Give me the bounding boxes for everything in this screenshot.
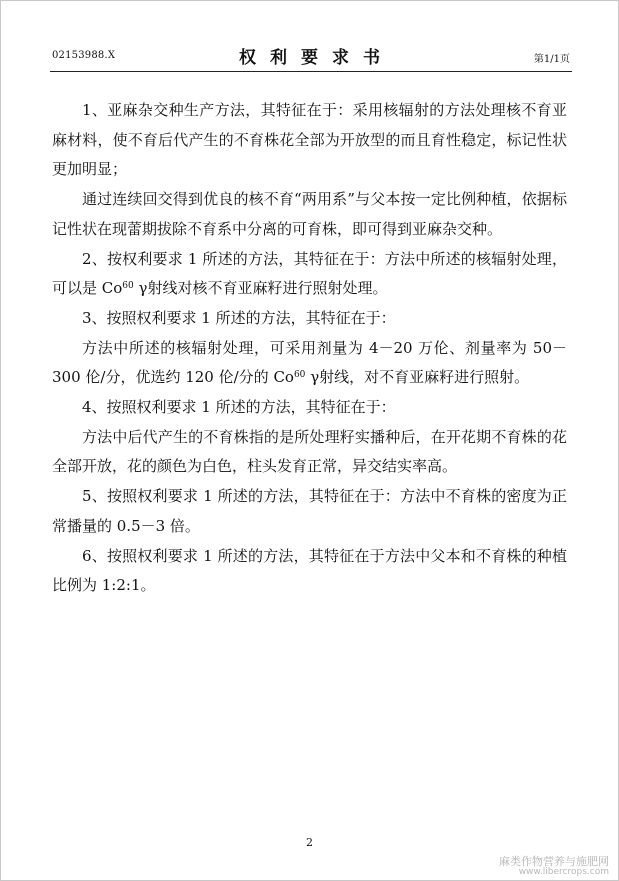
claim-4: 4、按照权利要求 1 所述的方法，其特征在于： [82, 398, 396, 417]
claim-3-detail: 方法中所述的核辐射处理，可采用剂量为 4－20 万伦、剂量率为 50－300 伦/分，优选约 120 伦/分的 Co$^{60}$ γ射线，对不育亚麻籽进行照射。 [52, 338, 567, 387]
page-title: 权利要求书 [239, 48, 394, 68]
page-number: 2 [306, 836, 313, 849]
watermark-url: www.libercrops.com [518, 867, 609, 877]
claim-1-continuation: 通过连续回交得到优良的核不育“两用系”与父本按一定比例种植，依据标记性状在现蕾期拔除不育系中分离的可育株，即可得到亚麻杂交种。 [52, 190, 567, 238]
isotope-superscript-2: 60 [293, 370, 306, 381]
claim-6: 6、按照权利要求 1 所述的方法，其特征在于方法中父本和不育株的种植比例为 1:2:1。 [52, 546, 567, 595]
page-label: 第1/1页 [533, 54, 570, 65]
claims-body [52, 96, 567, 601]
isotope-superscript: 60 [122, 281, 134, 292]
claim-5: 5、按照权利要求 1 所述的方法，其特征在于：方法中不育株的密度为正常播量的 0.5－3 倍。 [52, 487, 567, 535]
watermark-text: 麻类作物营养与施肥网 [499, 855, 609, 868]
document-number: 02153988.X [52, 50, 116, 61]
claim-4-detail: 方法中后代产生的不育株指的是所处理籽实播种后，在开花期不育株的花全部开放，花的颜色为白色，柱头发育正常，异交结实率高。 [52, 427, 567, 476]
header-rule [50, 71, 572, 72]
claim-1: 1、亚麻杂交种生产方法，其特征在于：采用核辐射的方法处理核不育亚麻材料，使不育后代产生的不育株花全部为开放型的而且育性稳定，标记性状更加明显； [52, 101, 567, 179]
claim-2: 2、按权利要求 1 所述的方法，其特征在于：方法中所述的核辐射处理，可以是 Co$^{60}$ γ射线对核不育亚麻籽进行照射处理。 [52, 249, 567, 298]
claim-3: 3、按照权利要求 1 所述的方法，其特征在于： [82, 308, 396, 327]
